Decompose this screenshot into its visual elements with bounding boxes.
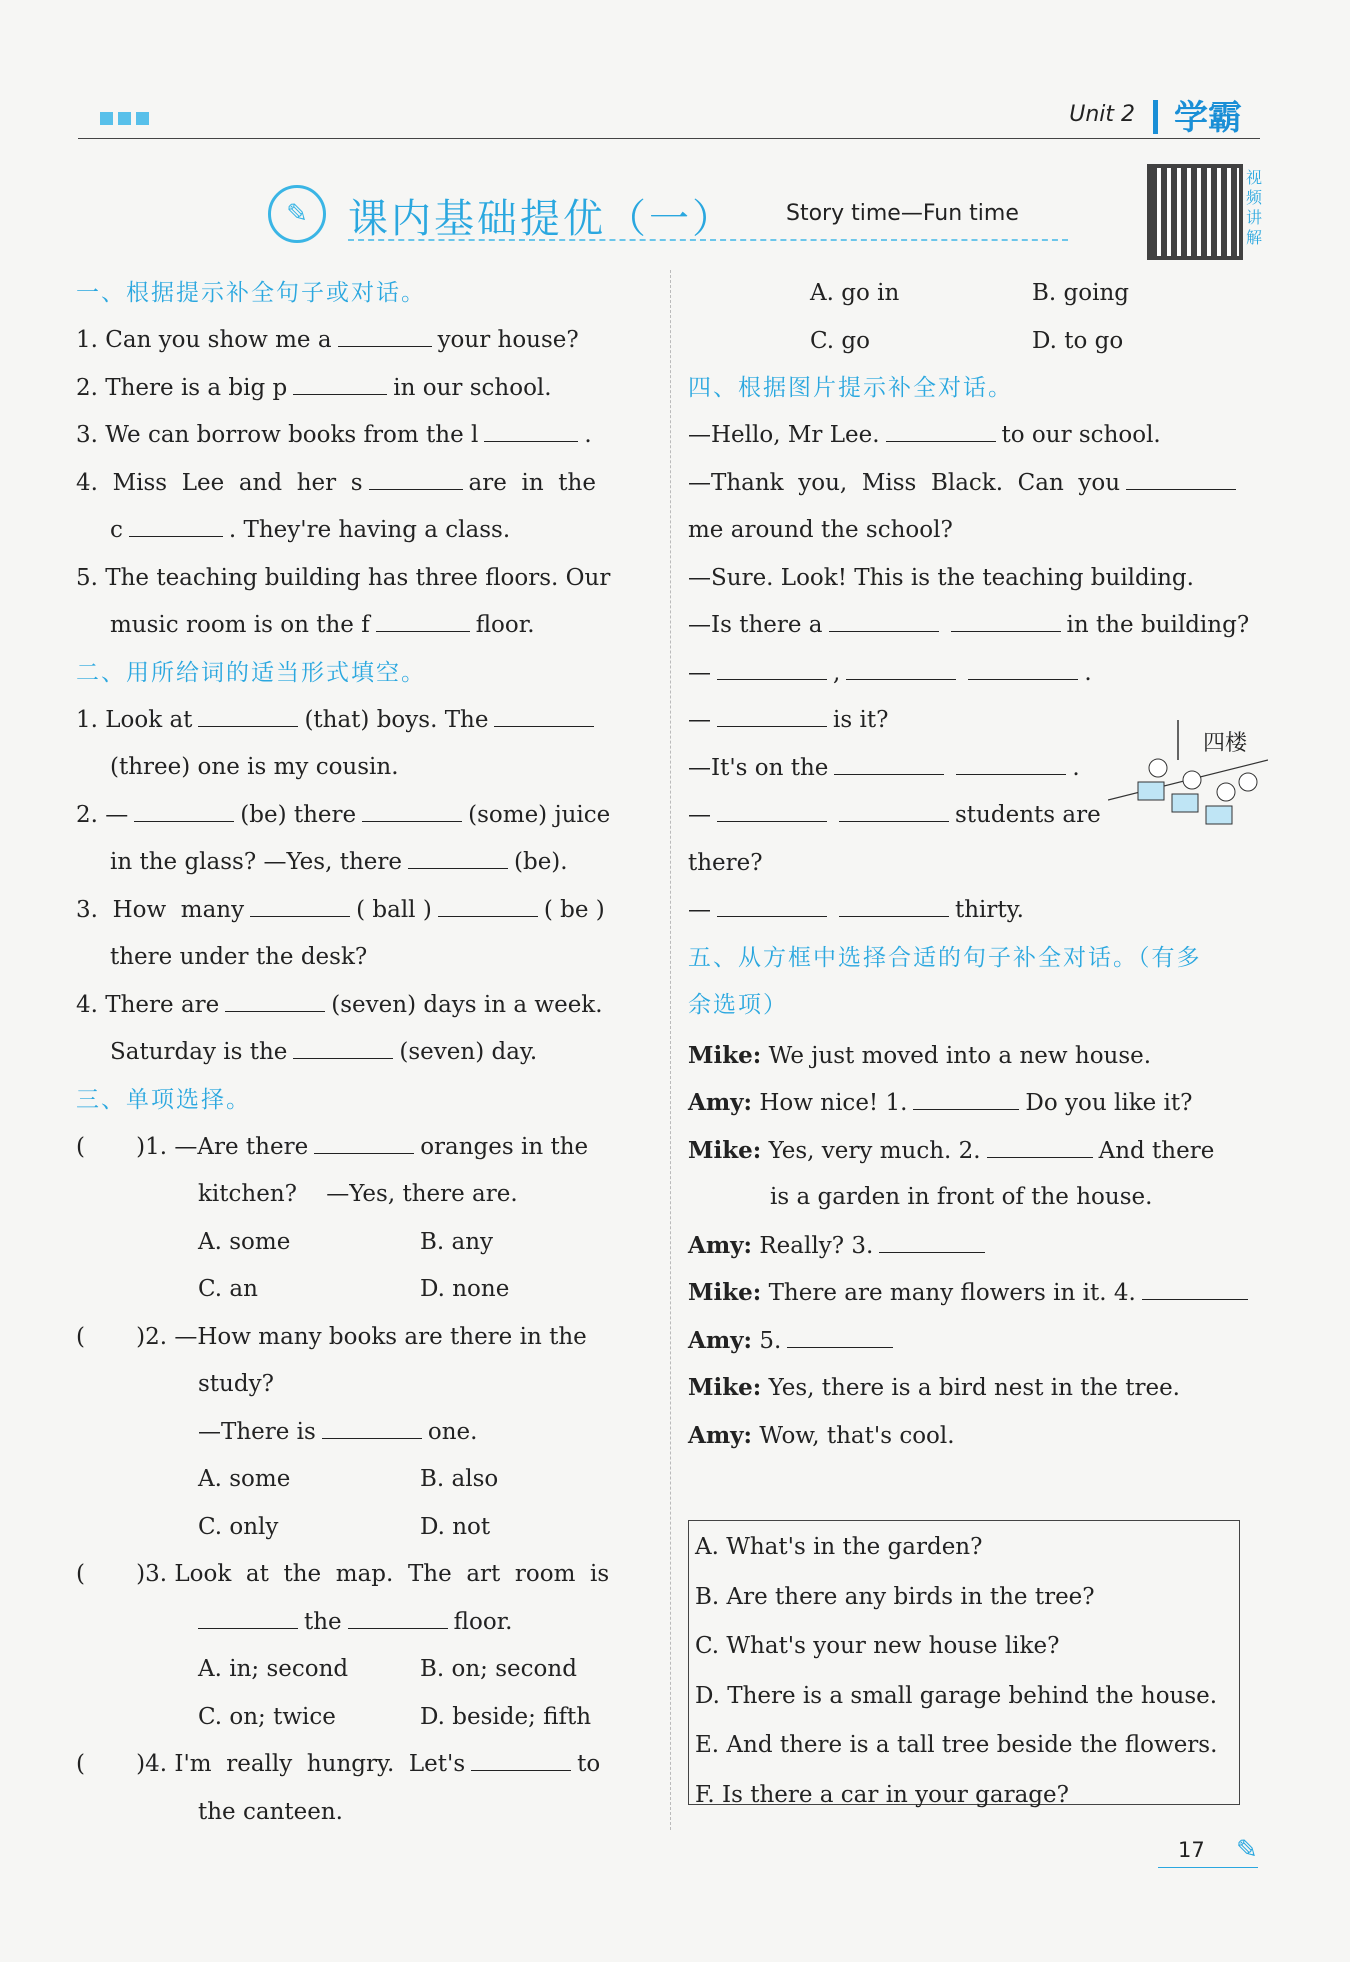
- qr-label: 视频讲解: [1246, 168, 1263, 247]
- header-square-icon: [100, 112, 113, 125]
- exercise-line: in the glass? —Yes, there (be).: [76, 839, 656, 887]
- exercise-line: music room is on the f floor.: [76, 602, 656, 650]
- option-line: [76, 1694, 656, 1742]
- dialogue-line: —It's on the .: [688, 745, 1266, 793]
- answer-blank[interactable]: [293, 368, 387, 395]
- header-square-icon: [118, 112, 131, 125]
- exercise-line: 1. Can you show me a your house?: [76, 317, 656, 365]
- conversation-line: Amy: Wow, that's cool.: [688, 1421, 955, 1449]
- option-line: [76, 1646, 656, 1694]
- dialogue-line: there?: [688, 849, 763, 876]
- option[interactable]: B. on; second: [420, 1656, 577, 1682]
- pencil-icon: ✎: [1236, 1835, 1258, 1865]
- answer-blank[interactable]: [438, 890, 538, 917]
- header-square-icon: [136, 112, 149, 125]
- option[interactable]: B. any: [420, 1228, 494, 1255]
- answer-blank[interactable]: [129, 510, 223, 537]
- answer-blank[interactable]: [834, 748, 944, 775]
- brand-logo: 学霸: [1174, 98, 1242, 138]
- title-sub: Story time—Fun time: [786, 201, 1019, 226]
- option-line: [76, 1219, 656, 1267]
- option-line: [76, 1456, 656, 1504]
- options-box: [688, 1520, 1240, 1808]
- answer-blank[interactable]: [1126, 463, 1236, 490]
- exercise-line: ( )3. Look at the map. The art room is: [76, 1561, 610, 1587]
- answer-blank[interactable]: [484, 415, 578, 442]
- answer-blank[interactable]: [198, 1602, 298, 1629]
- option[interactable]: D. not: [420, 1513, 491, 1540]
- exercise-line: kitchen? —Yes, there are.: [198, 1181, 518, 1207]
- answer-blank[interactable]: [314, 1127, 414, 1154]
- answer-blank[interactable]: [338, 320, 432, 347]
- option[interactable]: A. some: [198, 1466, 291, 1492]
- exercise-line: 5. The teaching building has three floors. Our: [76, 564, 611, 591]
- answer-blank[interactable]: [787, 1321, 893, 1348]
- dialogue-line: — students are: [688, 792, 1266, 840]
- exercise-line: 1. Look at (that) boys. The: [76, 697, 656, 745]
- title-main: 课内基础提优（一）: [348, 196, 735, 242]
- left-column: [76, 270, 656, 1836]
- conversation-line: Mike: Yes, there is a bird nest in the tree.: [688, 1374, 1180, 1401]
- floor-label: 四楼: [1203, 731, 1248, 756]
- page-number-underline: [1158, 1867, 1258, 1868]
- option[interactable]: B. also: [420, 1466, 499, 1492]
- answer-blank[interactable]: [968, 653, 1078, 680]
- dialogue-line: — thirty.: [688, 887, 1266, 935]
- section-title: [268, 183, 1078, 243]
- brand-bar: [1153, 100, 1158, 134]
- exercise-line: 2. There is a big p in our school.: [76, 365, 656, 413]
- qr-code-icon[interactable]: [1147, 164, 1243, 260]
- answer-blank[interactable]: [134, 795, 234, 822]
- answer-blank[interactable]: [913, 1083, 1019, 1110]
- section-1-heading: 一、根据提示补全句子或对话。: [76, 280, 426, 306]
- exercise-line: 4. There are (seven) days in a week.: [76, 982, 656, 1030]
- dialogue-line: —Sure. Look! This is the teaching building.: [688, 564, 1194, 591]
- box-option: A. What's in the garden?: [695, 1534, 983, 1560]
- exercise-line: study?: [198, 1371, 274, 1397]
- answer-blank[interactable]: [987, 1131, 1093, 1158]
- exercise-line: ( )1. —Are there oranges in the: [76, 1124, 656, 1172]
- conversation-line: Amy: How nice! 1. Do you like it?: [688, 1079, 1266, 1127]
- dialogue-line: — is it?: [688, 697, 1266, 745]
- option-line: [688, 318, 1266, 366]
- option[interactable]: D. to go: [1032, 327, 1124, 354]
- answer-blank[interactable]: [846, 653, 956, 680]
- section-4-heading: 四、根据图片提示补全对话。: [688, 375, 1013, 401]
- section-3-heading: 三、单项选择。: [76, 1086, 251, 1113]
- answer-blank[interactable]: [408, 842, 508, 869]
- answer-blank[interactable]: [717, 795, 827, 822]
- answer-blank[interactable]: [1142, 1273, 1248, 1300]
- column-divider: [670, 270, 671, 1830]
- option[interactable]: C. an: [198, 1276, 258, 1302]
- option[interactable]: C. only: [198, 1513, 279, 1540]
- answer-blank[interactable]: [348, 1602, 448, 1629]
- exercise-line: Saturday is the (seven) day.: [76, 1029, 656, 1077]
- option[interactable]: A. some: [198, 1228, 291, 1255]
- dialogue-line: —Thank you, Miss Black. Can you: [688, 460, 1266, 508]
- exercise-line: c . They're having a class.: [76, 507, 656, 555]
- answer-blank[interactable]: [829, 605, 939, 632]
- answer-blank[interactable]: [879, 1226, 985, 1253]
- box-option: E. And there is a tall tree beside the flowers.: [695, 1732, 1218, 1758]
- conversation-line: Mike: There are many flowers in it. 4.: [688, 1269, 1266, 1317]
- section-5-heading-cont: 余选项）: [688, 991, 788, 1018]
- section-5-heading: 五、从方框中选择合适的句子补全对话。（有多: [688, 944, 1202, 971]
- box-option: B. Are there any birds in the tree?: [695, 1583, 1095, 1610]
- answer-blank[interactable]: [198, 700, 298, 727]
- option[interactable]: C. on; twice: [198, 1703, 336, 1730]
- dialogue-line: — , .: [688, 650, 1266, 698]
- box-option: F. Is there a car in your garage?: [695, 1781, 1069, 1808]
- unit-label: Unit 2: [1069, 102, 1135, 127]
- answer-blank[interactable]: [839, 890, 949, 917]
- answer-blank[interactable]: [225, 985, 325, 1012]
- answer-blank[interactable]: [494, 700, 594, 727]
- answer-blank[interactable]: [717, 890, 827, 917]
- answer-blank[interactable]: [376, 605, 470, 632]
- dialogue-line: —Is there a in the building?: [688, 602, 1266, 650]
- answer-blank[interactable]: [951, 605, 1061, 632]
- conversation-line: Mike: Yes, very much. 2. And there: [688, 1127, 1266, 1175]
- exercise-line: 3. How many ( ball ) ( be ): [76, 887, 656, 935]
- answer-blank[interactable]: [717, 700, 827, 727]
- box-option: D. There is a small garage behind the house.: [695, 1682, 1218, 1709]
- right-column: [688, 270, 1266, 1459]
- notebook-icon: ✎: [268, 185, 326, 243]
- box-option: C. What's your new house like?: [695, 1633, 1060, 1659]
- exercise-line: ( )4. I'm really hungry. Let's to: [76, 1741, 656, 1789]
- answer-blank[interactable]: [839, 795, 949, 822]
- exercise-line: there under the desk?: [110, 944, 368, 970]
- exercise-line: 4. Miss Lee and her s are in the: [76, 460, 656, 508]
- answer-blank[interactable]: [293, 1032, 393, 1059]
- option-line: [76, 1266, 656, 1314]
- option[interactable]: C. go: [810, 327, 870, 354]
- exercise-line: the floor.: [76, 1599, 656, 1647]
- page-number: 17: [1178, 1838, 1205, 1862]
- answer-blank[interactable]: [250, 890, 350, 917]
- option-line: [688, 270, 1266, 318]
- conversation-line: Mike: We just moved into a new house.: [688, 1041, 1152, 1069]
- dialogue-line: —Hello, Mr Lee. to our school.: [688, 412, 1266, 460]
- exercise-line: —There is one.: [76, 1409, 656, 1457]
- answer-blank[interactable]: [471, 1744, 571, 1771]
- exercise-line: (three) one is my cousin.: [110, 754, 399, 780]
- answer-blank[interactable]: [717, 653, 827, 680]
- exercise-line: ( )2. —How many books are there in the: [76, 1323, 587, 1350]
- answer-blank[interactable]: [362, 795, 462, 822]
- conversation-line: is a garden in front of the house.: [770, 1184, 1153, 1210]
- answer-blank[interactable]: [322, 1412, 422, 1439]
- conversation-line: Amy: Really? 3.: [688, 1222, 1266, 1270]
- page-header: [78, 90, 1260, 139]
- answer-blank[interactable]: [886, 415, 996, 442]
- option[interactable]: A. in; second: [198, 1656, 349, 1682]
- title-underline: [348, 239, 1068, 241]
- option[interactable]: D. none: [420, 1276, 510, 1302]
- option-line: [76, 1504, 656, 1552]
- section-2-heading: 二、用所给词的适当形式填空。: [76, 659, 426, 686]
- option[interactable]: B. going: [1032, 280, 1129, 306]
- answer-blank[interactable]: [956, 748, 1066, 775]
- conversation-line: Amy: 5.: [688, 1317, 1266, 1365]
- option[interactable]: A. go in: [810, 280, 900, 306]
- exercise-line: 2. — (be) there (some) juice: [76, 792, 656, 840]
- dialogue-line: me around the school?: [688, 517, 953, 543]
- exercise-line: the canteen.: [198, 1798, 343, 1825]
- option[interactable]: D. beside; fifth: [420, 1703, 592, 1730]
- exercise-line: 3. We can borrow books from the l .: [76, 412, 656, 460]
- answer-blank[interactable]: [369, 463, 463, 490]
